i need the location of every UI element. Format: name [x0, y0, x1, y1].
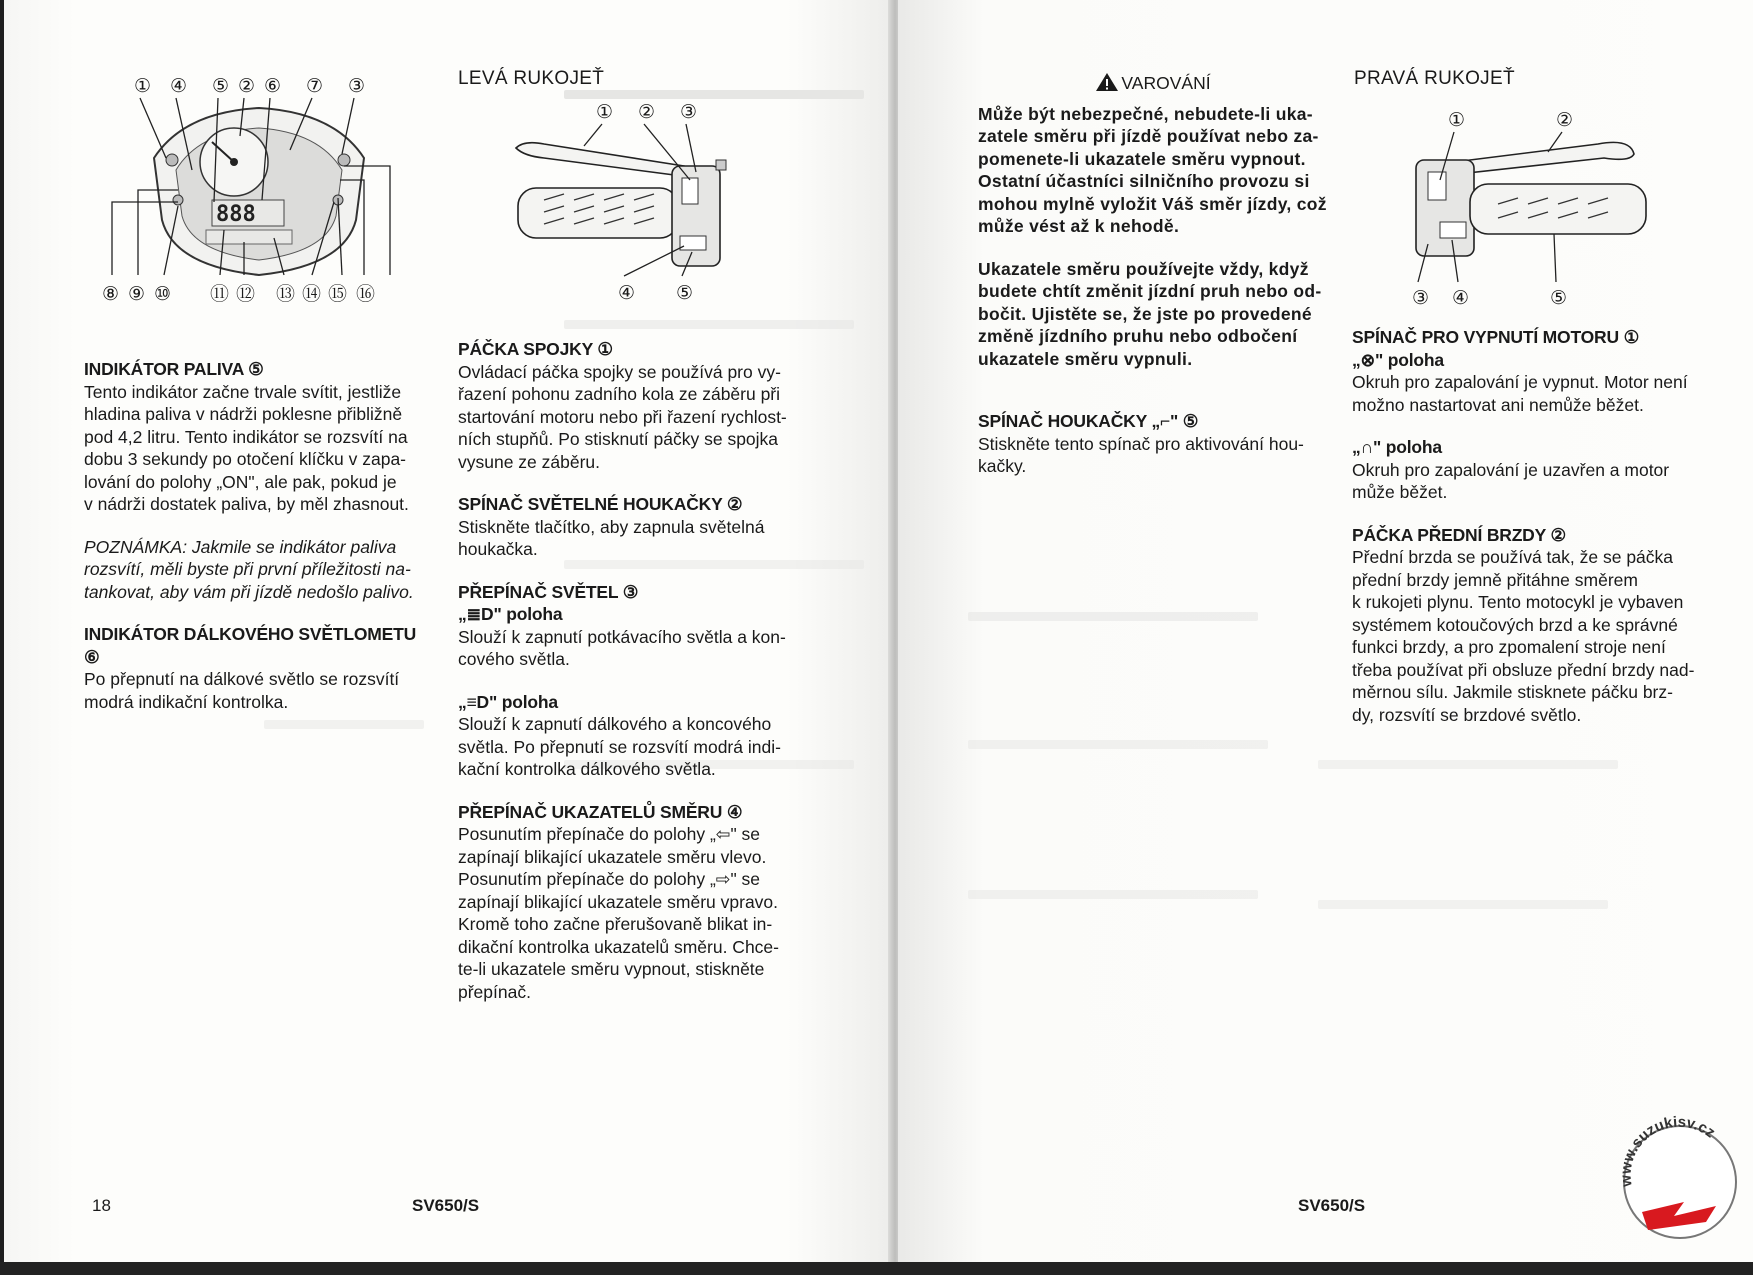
callout-4: ④ [618, 282, 636, 304]
warning-title-row [978, 72, 1328, 95]
callout-5: ⑤ [1550, 287, 1568, 309]
page-bottom-edge [0, 1262, 1753, 1275]
passing-light-heading: SPÍNAČ SVĚTELNÉ HOUKAČKY ② [458, 494, 743, 514]
note-line: rozsvítí, měli byste při první příležitosti na- [84, 559, 411, 579]
clutch-heading: PÁČKA SPOJKY ① [458, 339, 613, 359]
text-line: dobu 3 sekundy po otočení klíčku v zapa- [84, 449, 407, 469]
text-line: pod 4,2 litru. Tento indikátor se rozsvítí na [84, 426, 408, 447]
engine-stop-heading: SPÍNAČ PRO VYPNUTÍ MOTORU ① [1352, 327, 1640, 347]
callout-13: ⑬ [276, 283, 296, 305]
right-handlebar-column [1352, 326, 1708, 726]
text-line: Posunutím přepínače do polohy „⇨" se [458, 869, 761, 889]
note-line: tankovat, aby vám při jízdě nedošlo palivo. [84, 581, 414, 602]
text-line: přepínač. [458, 981, 531, 1002]
warning-line: Ostatní účastníci silničního provozu si [978, 171, 1310, 191]
model-name: SV650/S [412, 1196, 480, 1215]
horn-heading: SPÍNAČ HOUKAČKY „⌐" ⑤ [978, 411, 1199, 431]
callout-15: ⑮ [328, 283, 348, 305]
warning-line: změně jízdního pruhu nebo odbočení [978, 326, 1298, 346]
text-line: houkačka. [458, 539, 538, 559]
text-line: lování do polohy „ON", ale pak, pokud je [84, 471, 397, 492]
engine-run-label: „∩" poloha [1352, 437, 1442, 457]
text-line: te-li ukazatele směru vypnout, stiskněte [458, 959, 765, 979]
text-line: startování motoru nebo při řazení rychlost- [458, 406, 787, 427]
text-line: vysune ze záběru. [458, 451, 601, 472]
high-beam-heading: INDIKÁTOR DÁLKOVÉHO SVĚTLOMETU ⑥ [84, 624, 417, 667]
callout-16: ⑯ [356, 283, 376, 305]
turn-signal-heading: PŘEPÍNAČ UKAZATELŮ SMĚRU ④ [458, 801, 743, 822]
callout-3: ③ [1412, 287, 1430, 309]
text-line: funkci brzdy, a pro zpomalení stroje není [1352, 637, 1666, 657]
callout-1: ① [134, 75, 152, 97]
text-line: přední brzdy jemně přitáhne směrem [1352, 569, 1638, 590]
text-line: cového světla. [458, 649, 570, 669]
callout-5: ⑤ [676, 282, 694, 304]
left-handlebar-column [458, 338, 806, 1003]
callout-7: ⑦ [306, 75, 324, 97]
warning-line: bočit. Ujistěte se, že jste po provedené [978, 303, 1312, 324]
text-line: systémem kotoučových brzd a ke správné [1352, 614, 1678, 635]
text-line: třeba používat při obsluze přední brzdy nad- [1352, 659, 1695, 680]
model-name: SV650/S [1298, 1196, 1366, 1215]
warning-column [978, 72, 1328, 478]
right-page [898, 0, 1753, 1262]
text-line: zapínají blikající ukazatele směru vpravo. [458, 891, 779, 912]
text-line: měrnou sílu. Jakmile stisknete páčku brz- [1352, 682, 1673, 702]
callout-2: ② [238, 75, 256, 97]
text-line: Po přepnutí na dálkové světlo se rozsvítí [84, 669, 400, 689]
text-line: Posunutím přepínače do polohy „⇦" se [458, 824, 761, 844]
callout-9: ⑨ [128, 283, 146, 305]
text-line: modrá indikační kontrolka. [84, 691, 289, 712]
fuel-indicator-heading: INDIKÁTOR PALIVA ⑤ [84, 359, 264, 379]
text-line: Přední brzda se používá tak, že se páčka [1352, 547, 1674, 567]
text-line: zapínají blikající ukazatele směru vlevo. [458, 846, 767, 867]
warning-line: zatele směru při jízdě používat nebo za- [978, 126, 1319, 146]
text-line: k rukojeti plynu. Tento motocykl je vybaven [1352, 592, 1684, 612]
text-line: kační kontrolka dálkového světla. [458, 759, 716, 779]
text-line: světla. Po přepnutí se rozsvítí modrá indi- [458, 736, 781, 757]
text-line: Slouží k zapnutí potkávacího světla a kon- [458, 626, 786, 647]
text-line: Slouží k zapnutí dálkového a koncového [458, 714, 772, 734]
callout-3: ③ [348, 75, 366, 97]
text-line: ních stupňů. Po stisknutí páčky se spojka [458, 429, 779, 449]
text-line: v nádrži dostatek paliva, by měl zhasnout. [84, 494, 409, 514]
text-line: kačky. [978, 456, 1027, 476]
callout-12: ⑫ [236, 283, 256, 305]
low-beam-label: „≣D" poloha [458, 604, 563, 624]
text-line: Okruh pro zapalování je uzavřen a motor [1352, 459, 1670, 480]
front-brake-heading: PÁČKA PŘEDNÍ BRZDY ② [1352, 524, 1566, 545]
note-line: POZNÁMKA: Jakmile se indikátor paliva [84, 536, 397, 557]
text-line: Stiskněte tlačítko, aby zapnula světelná [458, 516, 765, 537]
text-line: Kromě toho začne přerušovaně blikat in- [458, 914, 773, 934]
callout-5: ⑤ [212, 75, 230, 97]
warning-line: Ukazatele směru používejte vždy, když [978, 258, 1309, 279]
svg-text:888: 888 [216, 202, 256, 227]
callout-11: ⑪ [210, 283, 230, 305]
right-handlebar-title: PRAVÁ RUKOJEŤ [1354, 68, 1515, 89]
warning-title: VAROVÁNÍ [1121, 73, 1211, 93]
text-line: řazení pohonu zadního kola ze záběru při [458, 384, 781, 404]
text-line: Okruh pro zapalování je vypnut. Motor není [1352, 372, 1688, 392]
callout-4: ④ [1452, 287, 1470, 309]
instrument-cluster-figure [94, 70, 424, 340]
callout-2: ② [638, 101, 656, 123]
warning-triangle-icon [1095, 72, 1119, 92]
light-switch-heading: PŘEPÍNAČ SVĚTEL ③ [458, 581, 639, 602]
callout-4: ④ [170, 75, 188, 97]
watermark-url: www.suzukisv.cz [1617, 1113, 1719, 1188]
left-handlebar-title: LEVÁ RUKOJEŤ [458, 68, 605, 89]
warning-line: Může být nebezpečné, nebudete-li uka- [978, 103, 1313, 124]
callout-1: ① [596, 101, 614, 123]
callout-8: ⑧ [102, 283, 120, 305]
callout-10: ⑩ [154, 283, 172, 305]
text-line: dikační kontrolka ukazatelů směru. Chce- [458, 936, 779, 957]
text-line: hladina paliva v nádrži poklesne přibližně [84, 404, 403, 424]
left-handlebar-figure [504, 96, 764, 306]
callout-14: ⑭ [302, 283, 322, 305]
high-beam-label: „≡D" poloha [458, 691, 558, 712]
warning-line: ukazatele směru vypnuli. [978, 348, 1193, 369]
callout-6: ⑥ [264, 75, 282, 97]
callout-2: ② [1556, 109, 1574, 131]
callout-3: ③ [680, 101, 698, 123]
warning-line: mohou mylně vyložit Váš směr jízdy, což [978, 193, 1327, 214]
warning-line: pomenete-li ukazatele směru vypnout. [978, 148, 1306, 169]
left-page [4, 0, 894, 1262]
page-number: 18 [92, 1196, 111, 1215]
text-line: Ovládací páčka spojky se používá pro vy- [458, 361, 781, 382]
text-line: dy, rozsvítí se brzdové světlo. [1352, 704, 1582, 725]
site-watermark-seal [1608, 1106, 1748, 1246]
left-column [84, 358, 430, 713]
right-handlebar-figure [1398, 104, 1658, 314]
engine-off-label: „⊗" poloha [1352, 349, 1444, 370]
warning-line: může vést až k nehodě. [978, 216, 1180, 236]
text-line: může běžet. [1352, 482, 1448, 502]
text-line: možno nastartovat ani nemůže běžet. [1352, 394, 1644, 415]
callout-1: ① [1448, 109, 1466, 131]
warning-line: budete chtít změnit jízdní pruh nebo od- [978, 281, 1322, 301]
text-line: Stiskněte tento spínač pro aktivování hou- [978, 433, 1304, 454]
text-line: Tento indikátor začne trvale svítit, jestliže [84, 381, 402, 402]
